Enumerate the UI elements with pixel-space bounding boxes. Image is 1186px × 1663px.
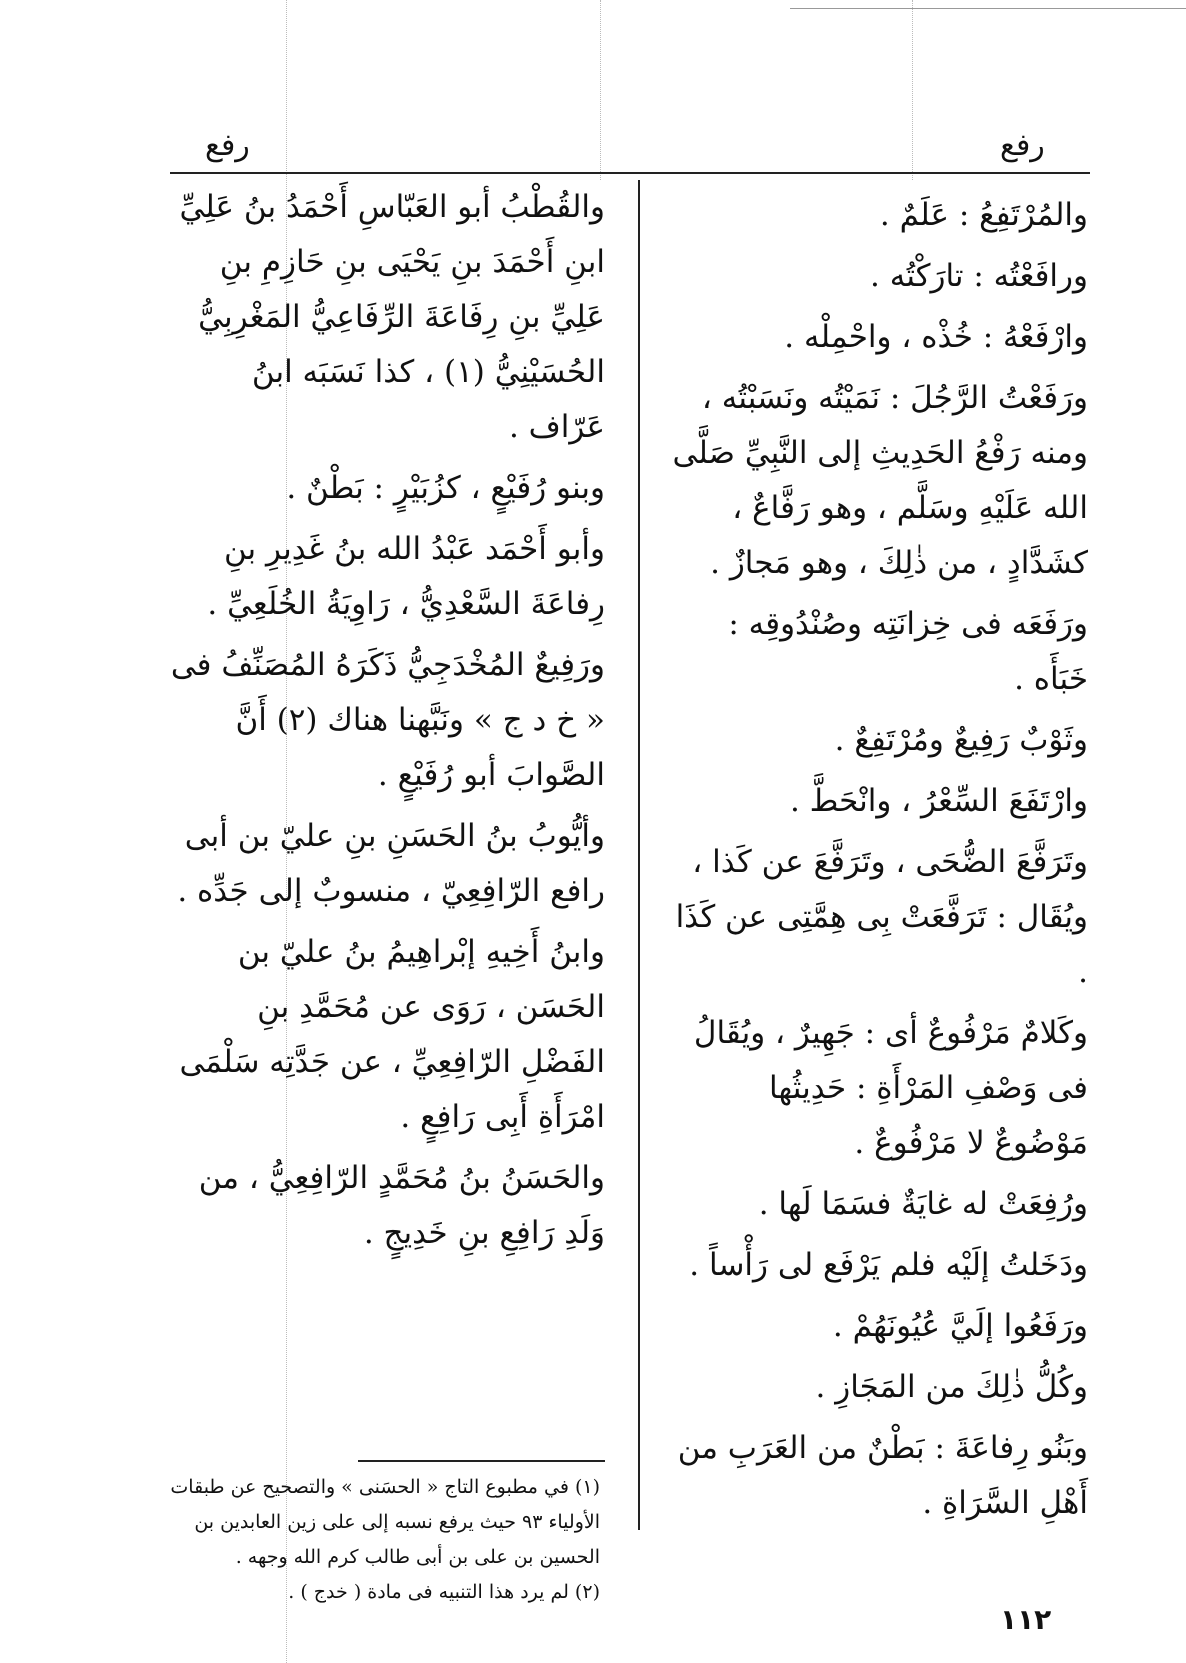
paragraph: ورُفِعَتْ له غايَةٌ فسَمَا لَها . <box>758 1186 1088 1222</box>
header-rule <box>170 172 1090 174</box>
footnote-rule <box>358 1460 605 1462</box>
right-column <box>668 188 1088 1537</box>
paragraph: وبنو رُفَيْعٍ ، كزُبَيْرٍ : بَطْنٌ . <box>286 470 605 506</box>
paragraph: ورافَعْتُه : تارَكْتُه . <box>870 258 1088 294</box>
running-header-left: رفع <box>205 128 250 163</box>
fold-mark <box>912 0 913 180</box>
paragraph: والحَسَنُ بنُ مُحَمَّدٍ الرّافِعِيُّ ، من وَلَدِ رَافِعِ بنِ خَدِيجٍ . <box>198 1160 605 1251</box>
paragraph: وارْتَفَعَ السِّعْرُ ، وانْحَطَّ . <box>789 783 1088 819</box>
top-edge-mark <box>790 8 1186 9</box>
paragraph: وابنُ أَخِيهِ إبْراهِيمُ بنُ عليّ بن الحَسَن ، رَوَى عن مُحَمَّدِ بنِ الفَضْلِ الرّافِعِيِّ ، عن جَدَّتِه سَلْمَى امْرَأَةِ أَبِى رَافِعٍ . <box>179 934 605 1135</box>
paragraph: وثَوْبٌ رَفِيعٌ ومُرْتَفِعٌ . <box>834 722 1088 758</box>
left-column <box>170 180 605 1267</box>
paragraph: وارْفَعْهُ : خُذْه ، واحْمِلْه . <box>784 319 1088 355</box>
paragraph: والمُرْتَفِعُ : عَلَمٌ . <box>879 197 1088 233</box>
paragraph: وأبو أَحْمَد عَبْدُ الله بنُ غَدِيرِ بنِ رِفاعَةَ السَّعْدِيُّ ، رَاوِيَةُ الخُلَعِيِّ . <box>207 531 605 622</box>
paragraph: والقُطْبُ أبو العَبّاسِ أَحْمَدُ بنُ عَلِيِّ ابنِ أَحْمَدَ بنِ يَحْيَى بنِ حَازِمِ بنِ عَلِيِّ بنِ رِفَاعَةَ الرِّفَاعِيُّ المَغْرِبِيُّ الحُسَيْنِيُّ (١) ، كذا نَسَبَه ابنُ عَرّاف . <box>179 189 605 445</box>
column-divider <box>638 180 640 1530</box>
footnote: (١) في مطبوع التاج « الحسَنى » والتصحيح عن طبقات الأولياء ٩٣ حيث يرفع نسبه إلى على زين العابدين بن الحسين بن على بن أبى طالب كرم الله وجهه . <box>170 1476 600 1568</box>
paragraph: ودَخَلتُ إلَيْه فلم يَرْفَع لى رَأْساً . <box>689 1247 1088 1283</box>
paragraph: وتَرَفَّعَ الضُّحَى ، وتَرَفَّعَ عن كَذا ، ويُقَال : تَرَفَّعَتْ بِى هِمَّتِى عن كَذَا . <box>675 844 1088 990</box>
paragraph: ورَفَعْتُ الرَّجُلَ : نَمَيْتُه ونَسَبْتُه ، ومنه رَفْعُ الحَدِيثِ إلى النَّبِيِّ صَلَّى الله عَلَيْهِ وسَلَّم ، وهو رَفَّاعٌ ، كشَدَّادٍ ، من ذٰلِكَ ، وهو مَجازٌ . <box>672 380 1088 581</box>
page-number: ١١٢ <box>1000 1603 1052 1636</box>
paragraph: وكُلُّ ذٰلِكَ من المَجَازِ . <box>815 1369 1088 1405</box>
paragraph: ورَفَعَه فى خِزانَتِه وصُنْدُوقِه : خَبَأَه . <box>728 606 1088 697</box>
footnotes <box>170 1470 600 1610</box>
paragraph: وكَلامٌ مَرْفُوعٌ أى : جَهِيرٌ ، ويُقَالُ فى وَصْفِ المَرْأَةِ : حَدِيثُها مَوْضُوعٌ لا مَرْفُوعٌ . <box>693 1015 1088 1161</box>
footnote: (٢) لم يرد هذا التنبيه فى مادة ( خدج ) . <box>288 1581 600 1603</box>
paragraph: ورَفَعُوا إلَيَّ عُيُونَهُمْ . <box>832 1308 1088 1344</box>
paragraph: وأيُّوبُ بنُ الحَسَنِ بنِ عليّ بن أبى رافع الرّافِعِيّ ، منسوبٌ إلى جَدِّه . <box>177 818 605 909</box>
paragraph: وبَنُو رِفاعَةَ : بَطْنٌ من العَرَبِ من أَهْلِ السَّرَاةِ . <box>677 1430 1088 1521</box>
fold-mark <box>600 0 601 180</box>
paragraph: ورَفِيعٌ المُخْدَجِيُّ ذَكَرَهُ المُصَنِّفُ فى « خ د ج » ونَبَّهنا هناك (٢) أَنَّ الصَّوابَ أبو رُفَيْعٍ . <box>170 647 605 793</box>
running-header-right: رفع <box>1000 128 1045 163</box>
